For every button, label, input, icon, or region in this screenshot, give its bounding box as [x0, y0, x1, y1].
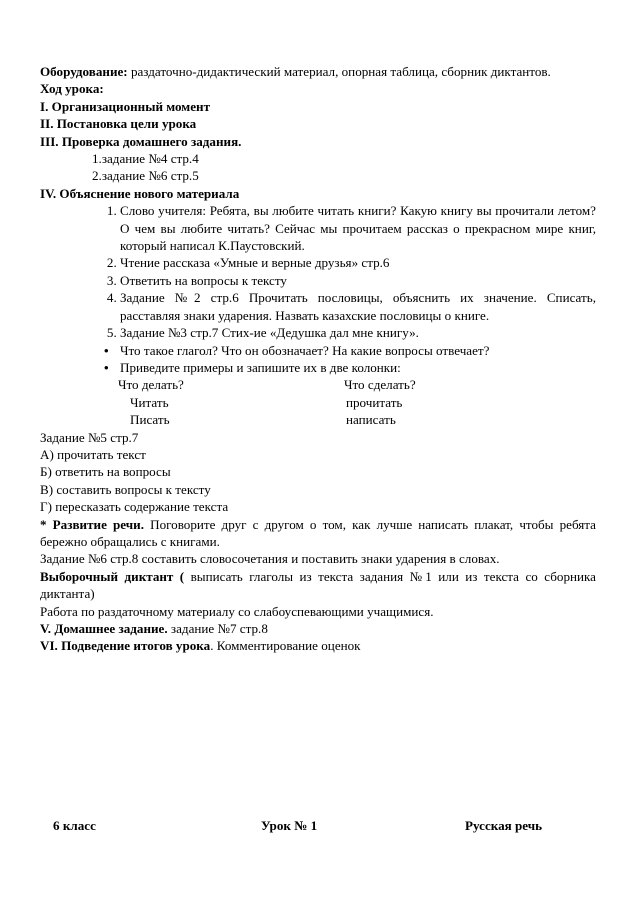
verb-columns-row — [40, 376, 596, 393]
dictation-text: выписать глаголы из текста задания №1 или из текста со сборника диктанта) — [40, 568, 596, 602]
homework-check-item: 1.задание №4 стр.4 — [92, 151, 199, 167]
homework-label: V. Домашнее задание. — [40, 621, 168, 636]
column-left-cell: Писать — [130, 412, 170, 428]
stage2-heading: II. Постановка цели урока — [40, 116, 197, 132]
task5-option: Б) ответить на вопросы — [40, 464, 171, 480]
homework-line — [40, 620, 596, 637]
bullet-list — [40, 342, 596, 377]
task5-heading: Задание №5 стр.7 — [40, 429, 139, 445]
column-left-cell: Читать — [130, 394, 169, 410]
page-footer — [53, 817, 553, 835]
footer-lesson: Урок № 1 — [261, 818, 318, 833]
list-item: 3. Ответить на вопросы к тексту — [120, 272, 596, 289]
stage4-heading: IV. Объяснение нового материала — [40, 185, 240, 201]
speech-label: * Развитие речи. — [40, 516, 144, 532]
equipment-label: Оборудование: — [40, 64, 128, 79]
column-right-cell: написать — [346, 412, 396, 428]
equipment-line — [40, 63, 596, 80]
footer-subject: Русская речь — [465, 818, 543, 833]
stage1-heading: I. Организационный момент — [40, 98, 211, 114]
task6-line: Задание №6 стр.8 составить словосочетания и поставить знаки ударения в словах. — [40, 551, 500, 567]
equipment-text: раздаточно-дидактический материал, опорная таблица, сборник диктантов. — [127, 64, 551, 79]
lesson-plan-page — [40, 63, 596, 655]
footer-grade: 6 класс — [53, 818, 96, 833]
verb-columns-row — [40, 394, 596, 411]
list-item: 2. Чтение рассказа «Умные и верные друзья» стр.6 — [120, 254, 596, 271]
summary-label: VI. Подведение итогов урока — [40, 638, 211, 654]
stage3-heading: III. Проверка домашнего задания. — [40, 133, 242, 149]
homework-text: задание №7 стр.8 — [167, 621, 268, 636]
homework-check-item: 2.задание №6 стр.5 — [92, 168, 199, 184]
speech-text: Поговорите друг с другом о том, как лучше написать плакат, чтобы ребята бережно обращались с книгами. — [40, 516, 596, 549]
column-right-cell: прочитать — [346, 394, 403, 410]
dictation-line — [40, 568, 596, 603]
summary-text: . Комментирование оценок — [210, 638, 361, 654]
task5-option: В) составить вопросы к тексту — [40, 481, 211, 497]
column-right-cell: Что сделать? — [344, 377, 416, 393]
task5-option: Г) пересказать содержание текста — [40, 499, 229, 515]
summary-line — [40, 637, 596, 654]
lesson-flow-heading: Ход урока: — [40, 81, 104, 97]
speech-development-line — [40, 516, 596, 551]
list-item: 4. Задание №2 стр.6 Прочитать пословицы, объяснить их значение. Списать, расставляя знаки ударения. Назвать казахские пословицы о книге. — [120, 289, 596, 324]
task5-option: А) прочитать текст — [40, 446, 146, 462]
new-material-list — [40, 202, 596, 341]
verb-columns-row — [40, 411, 596, 428]
column-left-cell: Что делать? — [118, 377, 184, 393]
dictation-label: Выборочный диктант ( — [40, 568, 185, 584]
list-item: 5. Задание №3 стр.7 Стих-ие «Дедушка дал мне книгу». — [120, 324, 596, 341]
bullet-item: • Что такое глагол? Что он обозначает? На какие вопросы отвечает? — [120, 342, 596, 359]
list-item: 1. Слово учителя: Ребята, вы любите читать книги? Какую книгу вы прочитали летом? О чем вы любите читать? Сейчас мы прочитаем рассказ о прекрасном мире книг, который написал К.Паустовский. — [120, 202, 596, 254]
handout-line: Работа по раздаточному материалу со слабоуспевающими учащимися. — [40, 603, 434, 619]
bullet-item: • Приведите примеры и запишите их в две колонки: — [120, 359, 596, 376]
